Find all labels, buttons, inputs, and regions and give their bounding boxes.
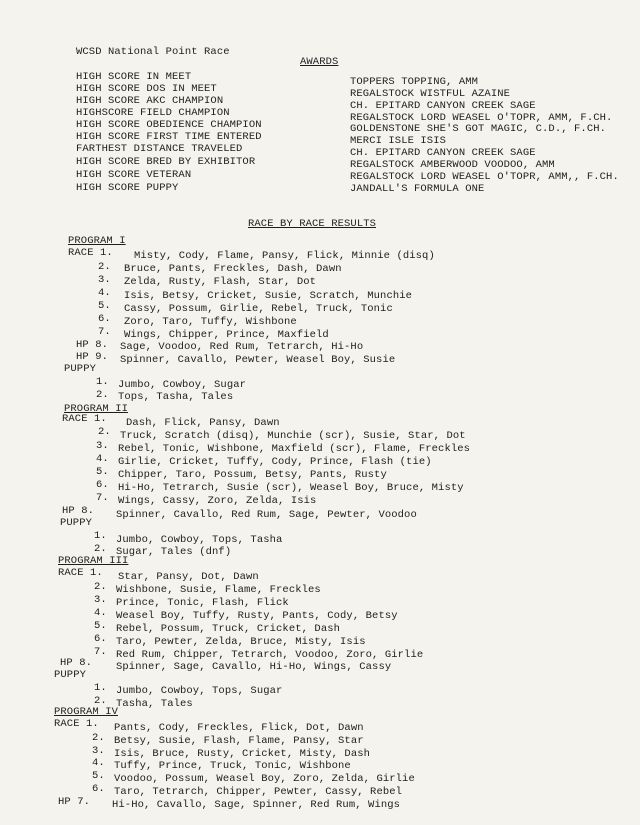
race-result: Cassy, Possum, Girlie, Rebel, Truck, Tonic (124, 303, 393, 315)
race-label: 4. (94, 607, 107, 619)
award-winner: JANDALL'S FORMULA ONE (350, 183, 485, 195)
race-label: 5. (92, 770, 105, 782)
race-label: 4. (98, 287, 111, 299)
race-label: 1. (96, 376, 109, 388)
race-result: Jumbo, Cowboy, Tops, Tasha (116, 534, 283, 546)
race-label: 2. (94, 543, 107, 555)
race-label: RACE 1. (62, 413, 107, 425)
race-result: Sage, Voodoo, Red Rum, Tetrarch, Hi-Ho (120, 341, 364, 353)
award-winner: TOPPERS TOPPING, AMM (350, 76, 479, 88)
results-heading: RACE BY RACE RESULTS (248, 218, 377, 230)
race-label: 5. (96, 466, 109, 478)
race-result: Rebel, Tonic, Wishbone, Maxfield (scr), Flame, Freckles (118, 443, 471, 455)
race-result: Spinner, Sage, Cavallo, Hi-Ho, Wings, Cassy (116, 661, 392, 673)
race-result: Tuffy, Prince, Truck, Tonic, Wishbone (114, 760, 351, 772)
race-label: 5. (94, 620, 107, 632)
race-result: Taro, Pewter, Zelda, Bruce, Misty, Isis (116, 636, 366, 648)
race-label: HP 8. (60, 657, 93, 669)
race-label: 2. (92, 732, 105, 744)
race-result: Spinner, Cavallo, Pewter, Weasel Boy, Susie (120, 354, 396, 366)
race-label: 6. (92, 783, 105, 795)
race-label: 7. (96, 492, 109, 504)
program-heading: PROGRAM I (68, 235, 126, 247)
award-winner: CH. EPITARD CANYON CREEK SAGE (350, 100, 536, 112)
award-category: FARTHEST DISTANCE TRAVELED (76, 143, 243, 155)
race-label: 5. (98, 300, 111, 312)
race-result: Dash, Flick, Pansy, Dawn (126, 417, 280, 429)
race-label: 3. (92, 745, 105, 757)
program-heading: PROGRAM II (64, 403, 129, 415)
race-label: 2. (96, 389, 109, 401)
race-result: Tasha, Tales (116, 698, 193, 710)
race-label: 3. (96, 440, 109, 452)
race-label: 2. (94, 695, 107, 707)
program-heading: PROGRAM III (58, 555, 129, 567)
race-result: Prince, Tonic, Flash, Flick (116, 597, 289, 609)
race-label: HP 7. (58, 796, 91, 808)
race-result: Betsy, Susie, Flash, Flame, Pansy, Star (114, 735, 364, 747)
race-result: Wings, Cassy, Zoro, Zelda, Isis (118, 495, 317, 507)
race-result: Jumbo, Cowboy, Sugar (118, 379, 247, 391)
race-label: 4. (96, 453, 109, 465)
race-result: Chipper, Taro, Possum, Betsy, Pants, Rusty (118, 469, 387, 481)
race-label: RACE 1. (58, 567, 103, 579)
award-winner: REGALSTOCK LORD WEASEL O'TOPR, AMM,, F.CH. (350, 171, 619, 183)
award-category: HIGH SCORE BRED BY EXHIBITOR (76, 156, 256, 168)
award-winner: REGALSTOCK AMBERWOOD VOODOO, AMM (350, 159, 555, 171)
award-winner: CH. EPITARD CANYON CREEK SAGE (350, 147, 536, 159)
race-result: Hi-Ho, Cavallo, Sage, Spinner, Red Rum, Wings (112, 799, 401, 811)
puppy-label: PUPPY (60, 517, 93, 529)
race-result: Girlie, Cricket, Tuffy, Cody, Prince, Flash (tie) (118, 456, 432, 468)
race-label: 3. (94, 594, 107, 606)
race-label: HP 8. (62, 505, 95, 517)
award-category: HIGH SCORE OBEDIENCE CHAMPION (76, 119, 262, 131)
race-label: 7. (98, 326, 111, 338)
puppy-label: PUPPY (54, 669, 87, 681)
race-result: Isis, Bruce, Rusty, Cricket, Misty, Dash (114, 748, 371, 760)
award-winner: MERCI ISLE ISIS (350, 135, 447, 147)
puppy-label: PUPPY (64, 363, 97, 375)
race-label: RACE 1. (54, 718, 99, 730)
race-result: Bruce, Pants, Freckles, Dash, Dawn (124, 263, 342, 275)
program-heading: PROGRAM IV (54, 706, 119, 718)
race-label: 6. (96, 479, 109, 491)
race-label: 2. (98, 426, 111, 438)
race-result: Tops, Tasha, Tales (118, 391, 234, 403)
race-result: Sugar, Tales (dnf) (116, 546, 232, 558)
race-result: Pants, Cody, Freckles, Flick, Dot, Dawn (114, 722, 364, 734)
race-label: 1. (94, 530, 107, 542)
race-result: Wishbone, Susie, Flame, Freckles (116, 584, 321, 596)
race-result: Weasel Boy, Tuffy, Rusty, Pants, Cody, Betsy (116, 610, 398, 622)
award-winner: GOLDENSTONE SHE'S GOT MAGIC, C.D., F.CH. (350, 123, 607, 135)
award-winner: REGALSTOCK LORD WEASEL O'TOPR, AMM, F.CH. (350, 112, 613, 124)
race-label: HP 8. (76, 339, 109, 351)
race-label: 2. (94, 581, 107, 593)
awards-heading: AWARDS (300, 56, 339, 68)
race-result: Truck, Scratch (disq), Munchie (scr), Susie, Star, Dot (120, 430, 466, 442)
race-result: Voodoo, Possum, Weasel Boy, Zoro, Zelda, Girlie (114, 773, 415, 785)
race-result: Misty, Cody, Flame, Pansy, Flick, Minnie (disq) (134, 250, 435, 262)
race-result: Red Rum, Chipper, Tetrarch, Voodoo, Zoro, Girlie (116, 649, 424, 661)
race-label: 6. (94, 633, 107, 645)
race-result: Spinner, Cavallo, Red Rum, Sage, Pewter, Voodoo (116, 509, 417, 521)
award-winner: REGALSTOCK WISTFUL AZAINE (350, 88, 511, 100)
race-result: Zelda, Rusty, Flash, Star, Dot (124, 276, 317, 288)
document-title: WCSD National Point Race (76, 46, 230, 58)
race-result: Zoro, Taro, Tuffy, Wishbone (124, 316, 297, 328)
race-label: 2. (98, 261, 111, 273)
award-category: HIGHSCORE FIELD CHAMPION (76, 107, 230, 119)
race-result: Wings, Chipper, Prince, Maxfield (124, 329, 329, 341)
race-label: 7. (94, 646, 107, 658)
race-result: Jumbo, Cowboy, Tops, Sugar (116, 685, 283, 697)
race-label: 4. (92, 757, 105, 769)
race-label: RACE 1. (68, 247, 113, 259)
race-label: HP 9. (76, 351, 109, 363)
race-label: 6. (98, 313, 111, 325)
award-category: HIGH SCORE VETERAN (76, 169, 192, 181)
race-result: Star, Pansy, Dot, Dawn (118, 571, 259, 583)
race-label: 1. (94, 682, 107, 694)
race-result: Taro, Tetrarch, Chipper, Pewter, Cassy, Rebel (114, 786, 403, 798)
award-category: HIGH SCORE DOS IN MEET (76, 83, 217, 95)
award-category: HIGH SCORE IN MEET (76, 71, 192, 83)
race-result: Isis, Betsy, Cricket, Susie, Scratch, Munchie (124, 290, 413, 302)
award-category: HIGH SCORE AKC CHAMPION (76, 95, 224, 107)
race-label: 3. (98, 274, 111, 286)
award-category: HIGH SCORE PUPPY (76, 182, 179, 194)
race-result: Hi-Ho, Tetrarch, Susie (scr), Weasel Boy, Bruce, Misty (118, 482, 464, 494)
award-category: HIGH SCORE FIRST TIME ENTERED (76, 131, 262, 143)
race-result: Rebel, Possum, Truck, Cricket, Dash (116, 623, 341, 635)
